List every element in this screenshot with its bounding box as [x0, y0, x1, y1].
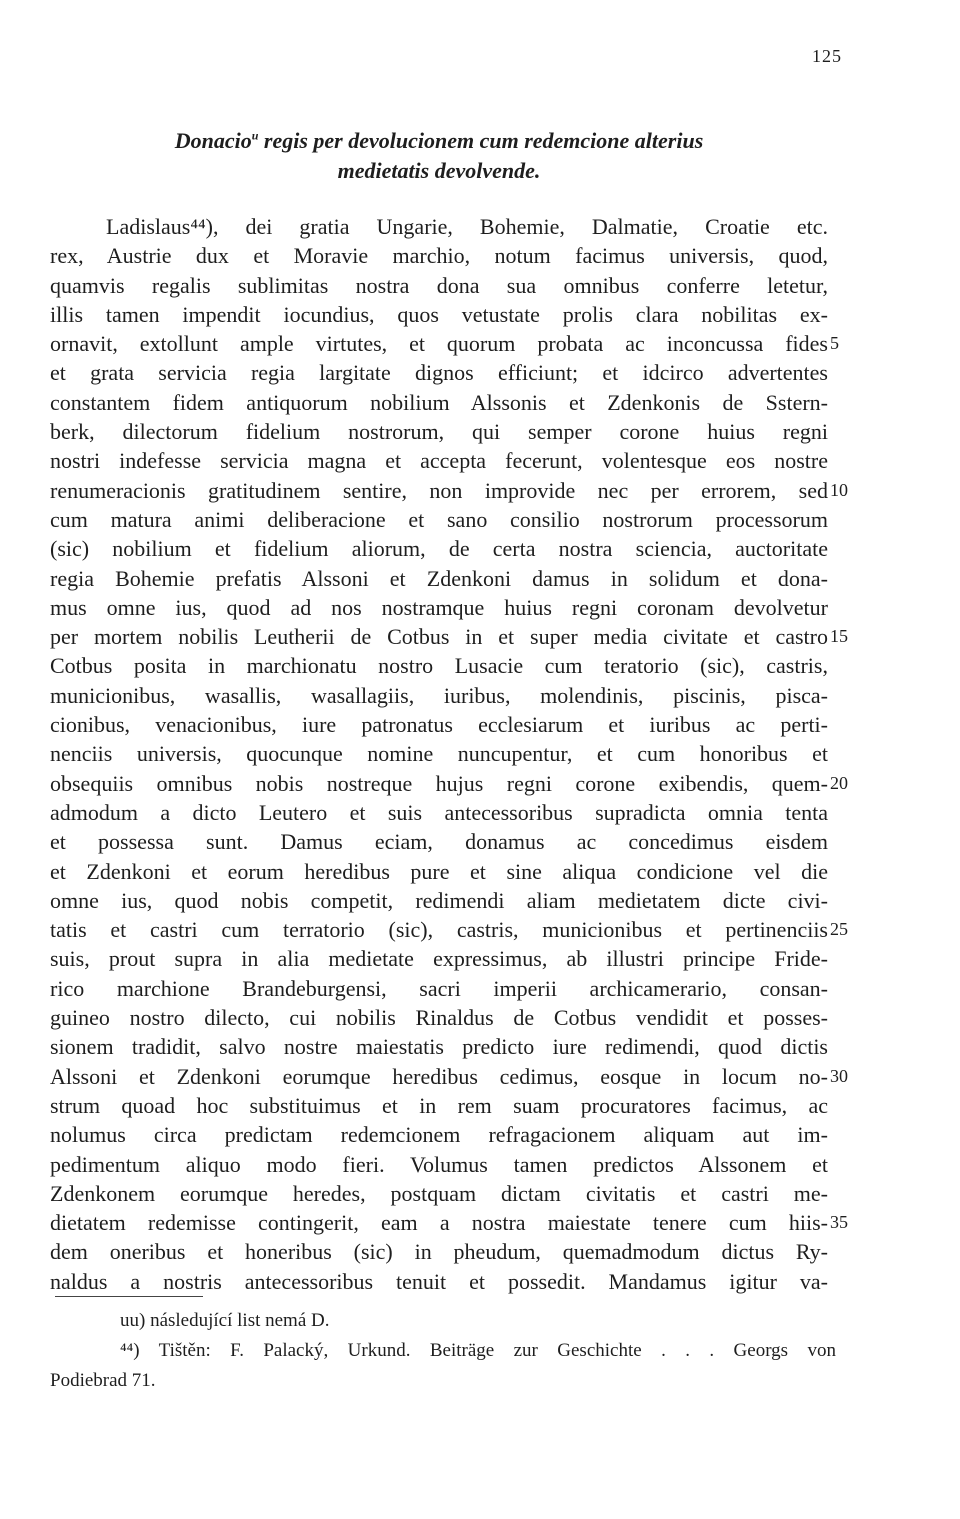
- page-number: 125: [812, 46, 842, 66]
- text-line: [50, 1062, 848, 1091]
- text-line: [50, 1237, 828, 1266]
- text-line: [50, 1120, 828, 1149]
- text-line: [50, 476, 848, 505]
- line-number: 25: [830, 919, 848, 940]
- text-line-content: quamvis regalis sublimitas nostra dona sua omnibus conferre letetur,: [50, 272, 828, 298]
- text-line-content: dem oneribus et honeribus (sic) in pheudum, quemadmodum dictus Ry-: [50, 1239, 828, 1265]
- text-line-content: cionibus, venacionibus, iure patronatus ecclesiarum et iuribus ac perti-: [50, 712, 828, 738]
- text-line: [50, 1091, 828, 1120]
- text-line: [50, 681, 828, 710]
- text-line: [50, 915, 848, 944]
- text-line: [50, 710, 828, 739]
- text-line-content: et grata servicia regia largitate dignos efficiunt; et idcirco advertentes: [50, 360, 828, 386]
- line-number: 35: [830, 1212, 848, 1233]
- text-line-content: obsequiis omnibus nobis nostreque hujus regni corone exibendis, quem-: [50, 770, 828, 796]
- text-line: [50, 944, 828, 973]
- text-line: [50, 212, 828, 241]
- footnote-divider: [55, 1296, 203, 1297]
- text-line-content: (sic) nobilium et fidelium aliorum, de certa nostra sciencia, auctoritate: [50, 536, 828, 562]
- text-line-content: rico marchione Brandeburgensi, sacri imperii archicamerario, consan-: [50, 975, 828, 1001]
- footnote: uu) následující list nemá D.: [120, 1310, 330, 1331]
- text-line: [50, 798, 828, 827]
- text-line-content: cum matura animi deliberacione et sano consilio nostrorum processorum: [50, 506, 828, 532]
- text-line: [50, 651, 828, 680]
- text-line: [50, 769, 848, 798]
- line-number: 15: [830, 626, 848, 647]
- text-line: [50, 974, 828, 1003]
- text-line: [50, 329, 839, 358]
- document-title: [50, 126, 828, 186]
- text-line: [50, 1179, 828, 1208]
- text-line: [50, 739, 828, 768]
- text-line-content: omne ius, quod nobis competit, redimendi aliam medietatem dicte civi-: [50, 887, 828, 913]
- text-line-content: Ladislaus⁴⁴), dei gratia Ungarie, Bohemie, Dalmatie, Croatie etc.: [106, 214, 828, 239]
- text-line-content: pedimentum aliquo modo fieri. Volumus tamen predictos Alssonem et: [50, 1151, 828, 1177]
- text-line-content: illis tamen impendit iocundius, quos vetustate prolis clara nobilitas ex-: [50, 301, 828, 327]
- text-line: [50, 534, 828, 563]
- text-line: [50, 857, 828, 886]
- text-line-content: renumeracionis gratitudinem sentire, non improvide nec per errorem, sed: [50, 477, 828, 503]
- line-number: 20: [830, 772, 848, 793]
- text-line-content: constantem fidem antiquorum nobilium Alssonis et Zdenkonis de Sstern-: [50, 389, 828, 415]
- text-line-content: dietatem redemisse contingerit, eam a nostra maiestate tenere cum hiis-: [50, 1210, 828, 1236]
- text-line-content: rex, Austrie dux et Moravie marchio, notum facimus universis, quod,: [50, 243, 828, 269]
- text-line: [50, 1267, 828, 1296]
- text-line-content: et possessa sunt. Damus eciam, donamus ac concedimus eisdem: [50, 829, 828, 855]
- line-number: 10: [830, 479, 848, 500]
- text-line-content: per mortem nobilis Leutherii de Cotbus in et super media civitate et castro: [50, 624, 828, 650]
- text-line-content: Cotbus posita in marchionatu nostro Lusacie cum teratorio (sic), castris,: [50, 653, 828, 679]
- text-line-content: sionem tradidit, salvo nostre maiestatis predicto iure redimendi, quod dictis: [50, 1034, 828, 1060]
- text-line-content: naldus a nostris antecessoribus tenuit et possedit. Mandamus igitur va-: [50, 1268, 828, 1294]
- text-line-content: nostri indefesse servicia magna et accepta fecerunt, volentesque eos nostre: [50, 448, 828, 474]
- text-line: [50, 417, 828, 446]
- text-line: [50, 886, 828, 915]
- text-line-content: mus omne ius, quod ad nos nostramque huius regni coronam devolvetur: [50, 594, 828, 620]
- text-line-content: berk, dilectorum fidelium nostrorum, qui semper corone huius regni: [50, 419, 828, 445]
- title-line-1: Donacio$^u$ regis per devolucionem cum redemcione alterius: [174, 128, 704, 153]
- text-line-content: tatis et castri cum terratorio (sic), castris, municionibus et pertinenciis: [50, 917, 828, 943]
- footnote-continuation: Podiebrad 71.: [50, 1370, 156, 1391]
- text-line-content: Zdenkonem eorumque heredes, postquam dictam civitatis et castri me-: [50, 1180, 828, 1206]
- text-line: [50, 1208, 848, 1237]
- text-line-content: et Zdenkoni et eorum heredibus pure et sine aliqua condicione vel die: [50, 858, 828, 884]
- footnote: ⁴⁴) Tištěn: F. Palacký, Urkund. Beiträge zur Geschichte . . . Georgs von: [120, 1340, 836, 1361]
- text-line: [50, 271, 828, 300]
- text-line: [50, 388, 828, 417]
- text-line: [50, 827, 828, 856]
- text-line: [50, 1150, 828, 1179]
- text-line-content: Alssoni et Zdenkoni eorumque heredibus cedimus, eosque in locum no-: [50, 1063, 828, 1089]
- text-line: [50, 564, 828, 593]
- text-line-content: admodum a dicto Leutero et suis antecessoribus supradicta omnia tenta: [50, 799, 828, 825]
- text-line: [50, 1003, 828, 1032]
- title-line-2: medietatis devolvende.: [337, 158, 541, 183]
- text-line-content: nolumus circa predictam redemcionem refragacionem aliquam aut im-: [50, 1122, 828, 1148]
- text-line: [50, 300, 828, 329]
- text-line: [50, 446, 828, 475]
- body-text: [50, 212, 848, 1296]
- line-number: 5: [830, 333, 839, 354]
- line-number: 30: [830, 1065, 848, 1086]
- text-line-content: strum quoad hoc substituimus et in rem suam procuratores facimus, ac: [50, 1092, 828, 1118]
- text-line: [50, 622, 848, 651]
- text-line-content: ornavit, extollunt ample virtutes, et quorum probata ac inconcussa fides: [50, 331, 828, 357]
- text-line: [50, 241, 828, 270]
- footnotes: [50, 1306, 836, 1396]
- text-line-content: regia Bohemie prefatis Alssoni et Zdenkoni damus in solidum et dona-: [50, 565, 828, 591]
- text-line-content: nenciis universis, quocunque nomine nuncupentur, et cum honoribus et: [50, 741, 828, 767]
- text-line-content: guineo nostro dilecto, cui nobilis Rinaldus de Cotbus vendidit et posses-: [50, 1005, 828, 1031]
- text-line-content: suis, prout supra in alia medietate expressimus, ab illustri principe Fride-: [50, 946, 828, 972]
- text-line: [50, 593, 828, 622]
- text-line: [50, 1032, 828, 1061]
- text-line: [50, 358, 828, 387]
- text-line: [50, 505, 828, 534]
- text-line-content: municionibus, wasallis, wasallagiis, iuribus, molendinis, piscinis, pisca-: [50, 682, 828, 708]
